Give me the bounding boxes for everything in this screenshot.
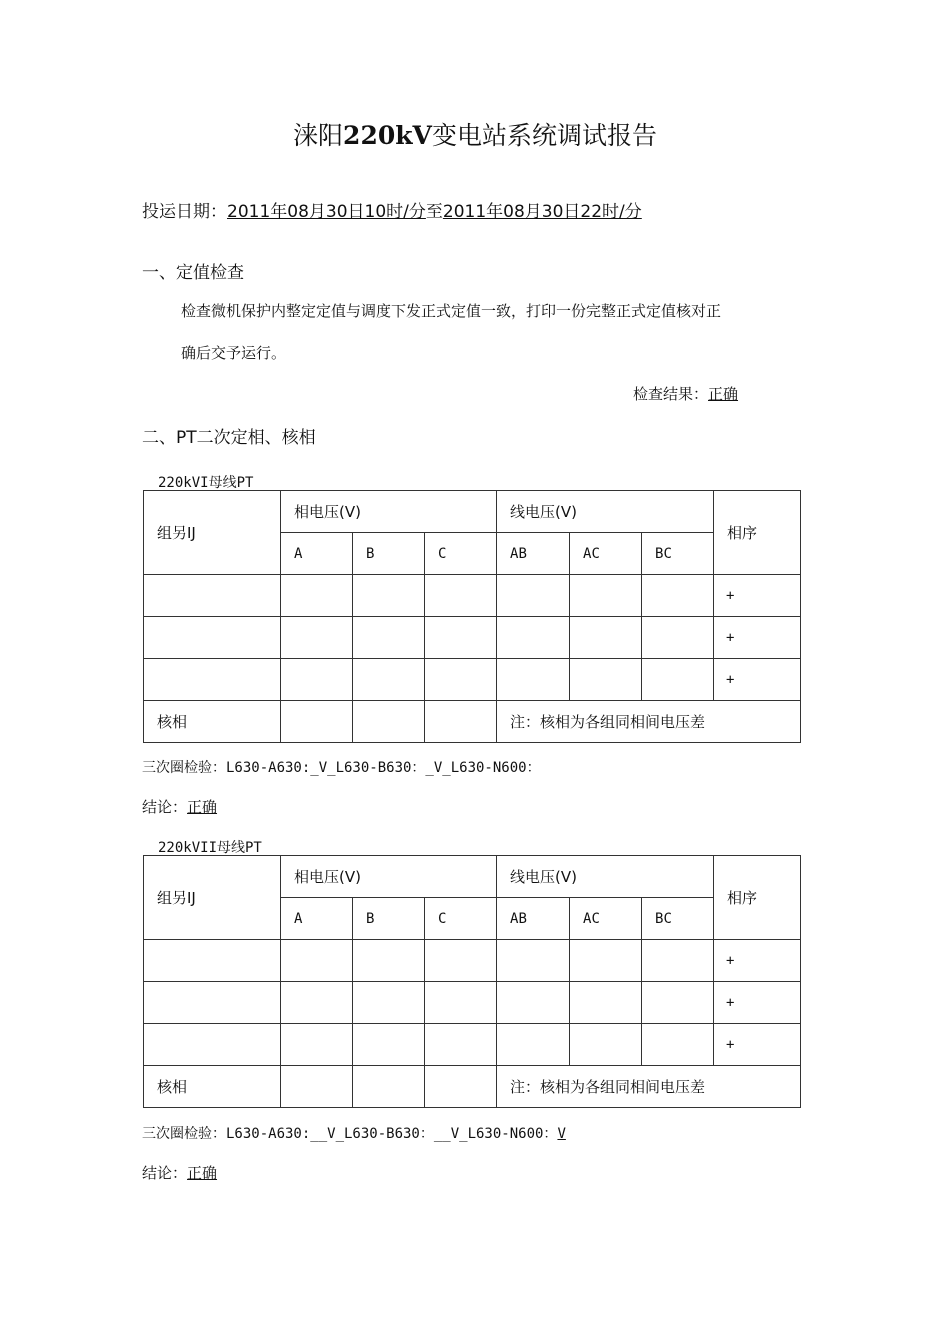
phase-check-label: 核相 [144, 1066, 281, 1108]
col-header-bc: BC [642, 533, 714, 575]
group-header: 组另IJ [144, 491, 281, 575]
sequence-header: 相序 [714, 856, 801, 940]
phase-voltage-header: 相电压(V) [281, 856, 497, 898]
sequence-header: 相序 [714, 491, 801, 575]
col-header-b: B [353, 533, 425, 575]
commission-label: 投运日期： [142, 202, 227, 222]
commission-to: 至 [425, 202, 443, 222]
coil-check-tail: V [557, 1126, 566, 1142]
phase-check-note: 注：核相为各组同相间电压差 [497, 701, 801, 743]
commission-end: 2011年08月30日22时/分 [442, 202, 642, 222]
table-row [144, 575, 801, 617]
commission-start: 2011年08月30日10时/分 [227, 202, 426, 222]
sequence-sign: + [714, 659, 801, 701]
group-header: 组另IJ [144, 856, 281, 940]
col-header-ab: AB [497, 898, 570, 940]
sequence-sign: + [714, 940, 801, 982]
table1-caption: 220kVI母线PT [158, 475, 254, 491]
section1-paragraph-line2: 确后交予运行。 [181, 344, 287, 362]
section1-result: 检查结果：正确 [633, 385, 739, 403]
col-header-ac: AC [570, 533, 642, 575]
section1-heading: 一、定值检查 [142, 263, 244, 283]
phase-check-note: 注：核相为各组同相间电压差 [497, 1066, 801, 1108]
table-row [144, 982, 801, 1024]
col-header-ab: AB [497, 533, 570, 575]
section1-result-value: 正确 [708, 385, 739, 403]
phase-check-row [144, 1066, 801, 1108]
table-row [144, 1024, 801, 1066]
col-header-c: C [425, 898, 497, 940]
pt-table-2 [143, 855, 801, 1108]
table2-caption: 220kVII母线PT [158, 840, 262, 856]
line-voltage-header: 线电压(V) [497, 491, 714, 533]
table1-coil-check: 三次圈检验：L630-A630:_V_L630-B630：_V_L630-N600： [142, 760, 541, 776]
sequence-sign: + [714, 1024, 801, 1066]
pt-table-1 [143, 490, 801, 743]
line-voltage-header: 线电压(V) [497, 856, 714, 898]
sequence-sign: + [714, 617, 801, 659]
table2-conclusion-value: 正确 [187, 1164, 218, 1182]
table1-conclusion-value: 正确 [187, 798, 218, 816]
col-header-a: A [281, 898, 353, 940]
section1-paragraph-line1: 检查微机保护内整定定值与调度下发正式定值一致，打印一份完整正式定值核对正 [181, 302, 722, 320]
phase-check-row [144, 701, 801, 743]
col-header-b: B [353, 898, 425, 940]
table2-conclusion: 结论：正确 [142, 1164, 218, 1182]
sequence-sign: + [714, 982, 801, 1024]
table-row [144, 940, 801, 982]
table-row [144, 659, 801, 701]
section2-heading: 二、PT二次定相、核相 [142, 428, 316, 448]
phase-check-label: 核相 [144, 701, 281, 743]
col-header-a: A [281, 533, 353, 575]
report-title: 涞阳220kV变电站系统调试报告 [293, 121, 657, 150]
phase-voltage-header: 相电压(V) [281, 491, 497, 533]
table-row [144, 617, 801, 659]
col-header-ac: AC [570, 898, 642, 940]
sequence-sign: + [714, 575, 801, 617]
col-header-bc: BC [642, 898, 714, 940]
table2-coil-check: 三次圈检验：L630-A630:__V_L630-B630：__V_L630-N600：V [142, 1126, 566, 1142]
col-header-c: C [425, 533, 497, 575]
table1-conclusion: 结论：正确 [142, 798, 218, 816]
commission-date-line [142, 197, 642, 222]
